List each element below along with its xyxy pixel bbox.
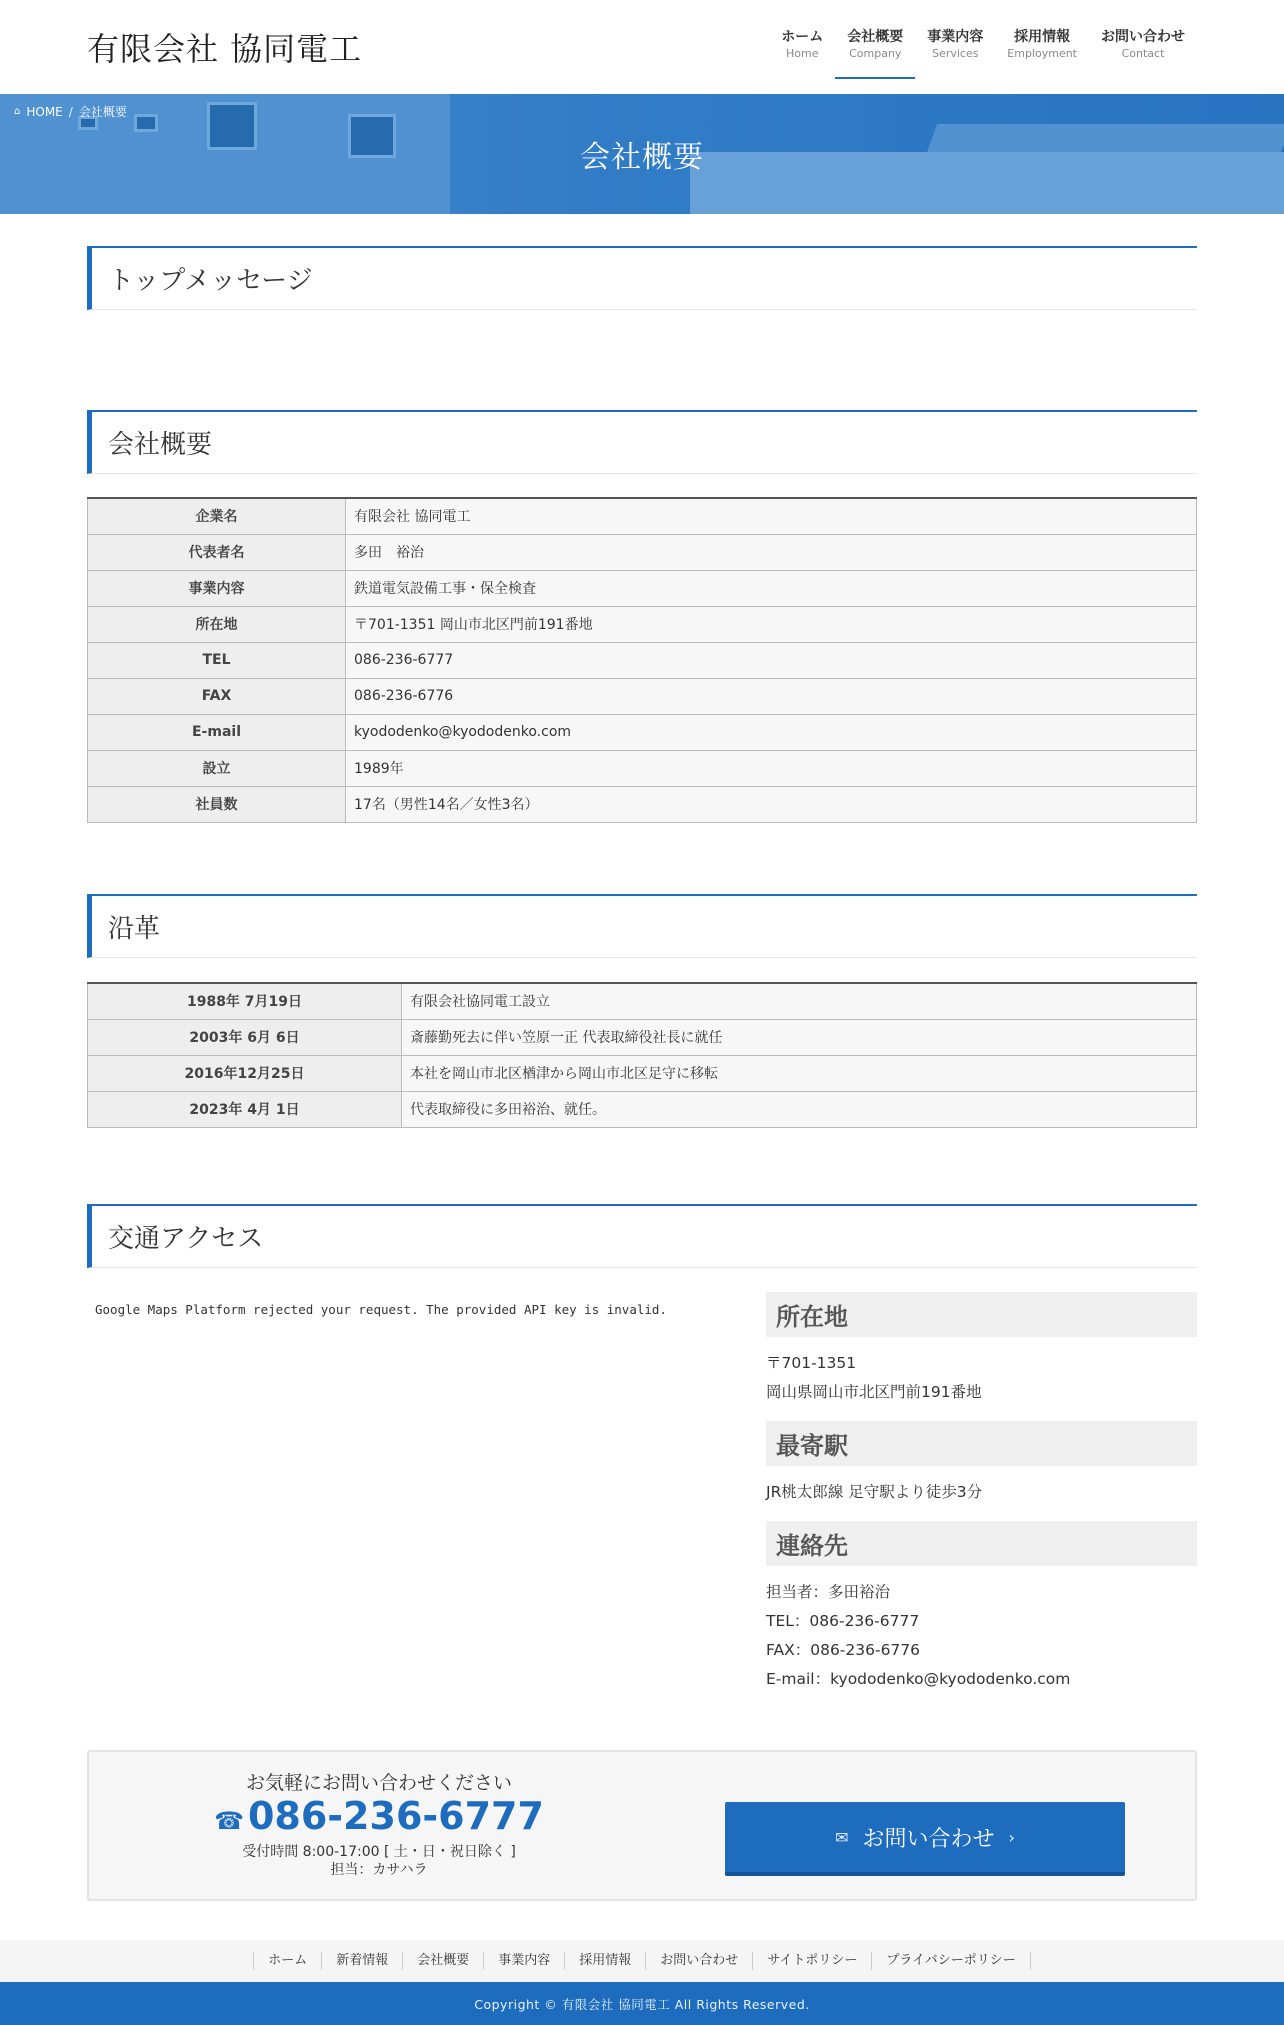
footer-link-site-policy[interactable]: サイトポリシー bbox=[752, 1952, 871, 1970]
table-label: E-mail bbox=[88, 714, 346, 750]
footer-link-employment[interactable]: 採用情報 bbox=[564, 1952, 645, 1970]
location-line: 〒701-1351 bbox=[766, 1354, 857, 1372]
table-value: 086-236-6777 bbox=[346, 642, 1197, 678]
contact-person: 担当：カサハラ bbox=[330, 1862, 428, 1878]
table-row bbox=[88, 983, 1197, 1019]
contact-line: 担当者：多田裕治 bbox=[766, 1583, 891, 1601]
table-label: 代表者名 bbox=[88, 534, 346, 570]
history-event: 代表取締役に多田裕治、就任。 bbox=[402, 1091, 1197, 1127]
table-label: 企業名 bbox=[88, 498, 346, 534]
table-row bbox=[88, 606, 1197, 642]
history-date: 2023年 4月 1日 bbox=[88, 1091, 402, 1127]
table-row bbox=[88, 786, 1197, 822]
site-logo[interactable]: 有限会社 協同電工 bbox=[87, 30, 363, 68]
table-label: TEL bbox=[88, 642, 346, 678]
table-label: FAX bbox=[88, 678, 346, 714]
table-value: 多田 裕治 bbox=[346, 534, 1197, 570]
table-row bbox=[88, 678, 1197, 714]
nav-label: 採用情報 bbox=[1014, 29, 1071, 45]
table-value: 有限会社 協同電工 bbox=[346, 498, 1197, 534]
contact-line: TEL：086-236-6777 bbox=[766, 1612, 920, 1630]
map-error-message: Google Maps Platform rejected your request. The provided API key is invalid. bbox=[95, 1302, 667, 1317]
contact-button-label: お問い合わせ bbox=[862, 1826, 995, 1852]
contact-lead: お気軽にお問い合わせください bbox=[245, 1772, 512, 1794]
nav-sublabel: Services bbox=[932, 47, 979, 60]
history-event: 本社を岡山市北区楢津から岡山市北区足守に移転 bbox=[402, 1055, 1197, 1091]
contact-button[interactable] bbox=[725, 1802, 1125, 1876]
section-heading-company: 会社概要 bbox=[87, 410, 1197, 474]
nav-label: お問い合わせ bbox=[1101, 29, 1185, 45]
history-event: 斎藤勤死去に伴い笠原一正 代表取締役社長に就任 bbox=[402, 1019, 1197, 1055]
table-value: 鉄道電気設備工事・保全検査 bbox=[346, 570, 1197, 606]
home-icon: ⌂ bbox=[14, 106, 21, 117]
table-value: kyododenko@kyododenko.com bbox=[346, 714, 1197, 750]
site-header bbox=[0, 0, 1284, 94]
table-row bbox=[88, 1091, 1197, 1127]
contact-line: E-mail：kyododenko@kyododenko.com bbox=[766, 1670, 1071, 1688]
location-info bbox=[766, 1337, 1197, 1421]
section-heading-history: 沿革 bbox=[87, 894, 1197, 958]
section-heading-top-message: トップメッセージ bbox=[87, 246, 1197, 310]
breadcrumb-separator: / bbox=[68, 104, 73, 119]
table-row bbox=[88, 642, 1197, 678]
station-info bbox=[766, 1466, 1197, 1521]
table-value: 〒701-1351 岡山市北区門前191番地 bbox=[346, 606, 1197, 642]
table-row bbox=[88, 1055, 1197, 1091]
copyright: Copyright © 有限会社 協同電工 All Rights Reserved. bbox=[0, 1982, 1284, 2025]
nav-item-company[interactable] bbox=[835, 28, 915, 62]
table-value: 086-236-6776 bbox=[346, 678, 1197, 714]
breadcrumb-current: 会社概要 bbox=[78, 105, 127, 119]
contact-hours-block bbox=[89, 1843, 669, 1879]
table-value: 1989年 bbox=[346, 750, 1197, 786]
contact-hours: 受付時間 8:00-17:00 [ 土・日・祝日除く ] bbox=[242, 1844, 516, 1860]
table-row bbox=[88, 750, 1197, 786]
table-row bbox=[88, 534, 1197, 570]
nav-item-services[interactable] bbox=[915, 28, 995, 62]
nav-label: 会社概要 bbox=[847, 29, 904, 45]
phone-icon: ☎ bbox=[214, 1807, 244, 1835]
history-table bbox=[87, 982, 1197, 1128]
footer-link-services[interactable]: 事業内容 bbox=[483, 1952, 564, 1970]
table-label: 社員数 bbox=[88, 786, 346, 822]
footer-link-privacy-policy[interactable]: プライバシーポリシー bbox=[871, 1952, 1030, 1970]
contact-info bbox=[766, 1566, 1197, 1708]
page-title: 会社概要 bbox=[580, 140, 704, 175]
history-date: 2016年12月25日 bbox=[88, 1055, 402, 1091]
nav-sublabel: Employment bbox=[1007, 47, 1077, 60]
contact-box bbox=[87, 1750, 1197, 1901]
table-label: 事業内容 bbox=[88, 570, 346, 606]
location-line: 岡山県岡山市北区門前191番地 bbox=[766, 1383, 982, 1401]
breadcrumb bbox=[14, 103, 127, 120]
access-info bbox=[766, 1292, 1197, 1708]
contact-heading: 連絡先 bbox=[766, 1521, 1197, 1566]
station-line: JR桃太郎線 足守駅より徒歩3分 bbox=[766, 1483, 983, 1501]
station-heading: 最寄駅 bbox=[766, 1421, 1197, 1466]
section-heading-access: 交通アクセス bbox=[87, 1204, 1197, 1268]
breadcrumb-home[interactable]: HOME bbox=[26, 104, 63, 119]
history-date: 1988年 7月19日 bbox=[88, 983, 402, 1019]
nav-label: ホーム bbox=[781, 29, 824, 45]
contact-line: FAX：086-236-6776 bbox=[766, 1641, 921, 1659]
table-label: 所在地 bbox=[88, 606, 346, 642]
contact-tel[interactable] bbox=[89, 1794, 669, 1838]
tel-number: 086-236-6777 bbox=[247, 1794, 544, 1838]
nav-item-home[interactable] bbox=[769, 28, 835, 62]
table-label: 設立 bbox=[88, 750, 346, 786]
nav-label: 事業内容 bbox=[927, 29, 984, 45]
history-event: 有限会社協同電工設立 bbox=[402, 983, 1197, 1019]
table-row bbox=[88, 570, 1197, 606]
table-row bbox=[88, 714, 1197, 750]
nav-sublabel: Contact bbox=[1121, 47, 1165, 60]
footer-link-news[interactable]: 新着情報 bbox=[321, 1952, 402, 1970]
global-nav bbox=[769, 28, 1197, 62]
location-heading: 所在地 bbox=[766, 1292, 1197, 1337]
company-table bbox=[87, 497, 1197, 823]
chevron-right-icon: › bbox=[1008, 1827, 1015, 1847]
page-banner bbox=[0, 94, 1284, 214]
footer-nav bbox=[0, 1940, 1284, 1982]
nav-sublabel: Company bbox=[849, 47, 902, 60]
footer-link-home[interactable]: ホーム bbox=[253, 1952, 321, 1970]
table-value: 17名（男性14名／女性3名） bbox=[346, 786, 1197, 822]
table-row bbox=[88, 498, 1197, 534]
footer-link-contact[interactable]: お問い合わせ bbox=[645, 1952, 752, 1970]
footer-link-company[interactable]: 会社概要 bbox=[402, 1952, 483, 1970]
nav-sublabel: Home bbox=[786, 47, 819, 60]
table-row bbox=[88, 1019, 1197, 1055]
nav-item-contact[interactable] bbox=[1089, 28, 1197, 62]
history-date: 2003年 6月 6日 bbox=[88, 1019, 402, 1055]
nav-item-employment[interactable] bbox=[995, 28, 1089, 62]
mail-icon: ✉ bbox=[835, 1827, 849, 1847]
